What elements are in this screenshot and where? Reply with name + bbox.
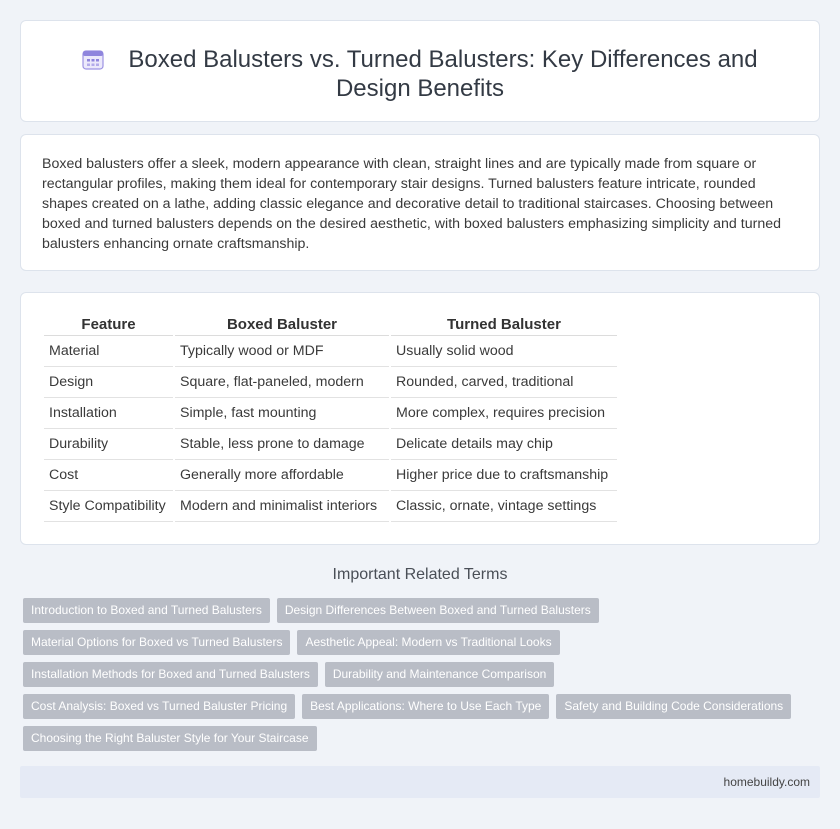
related-term-tag[interactable]: Introduction to Boxed and Turned Balusters (23, 598, 270, 623)
related-term-tag[interactable]: Installation Methods for Boxed and Turned Balusters (23, 662, 318, 687)
comparison-table (42, 314, 619, 522)
table-cell-turned: Delicate details may chip (391, 429, 617, 460)
column-header-feature: Feature (44, 314, 173, 336)
table-cell-boxed: Modern and minimalist interiors (175, 491, 389, 522)
related-term-tag[interactable]: Material Options for Boxed vs Turned Balusters (23, 630, 290, 655)
table-cell-turned: Higher price due to craftsmanship (391, 460, 617, 491)
table-cell-turned: Rounded, carved, traditional (391, 367, 617, 398)
title-card (20, 20, 820, 122)
intro-card (20, 134, 820, 271)
table-cell-boxed: Generally more affordable (175, 460, 389, 491)
related-term-tag[interactable]: Durability and Maintenance Comparison (325, 662, 554, 687)
table-cell-turned: Usually solid wood (391, 336, 617, 367)
related-terms-list (23, 598, 803, 758)
table-cell-turned: Classic, ornate, vintage settings (391, 491, 617, 522)
table-cell-feature: Installation (44, 398, 173, 429)
intro-paragraph: Boxed balusters offer a sleek, modern appearance with clean, straight lines and are typically made from square or rectangular profiles, making them ideal for contemporary stair designs. Turned balusters feature intricate, rounded shapes created on a lathe, adding classic elegance and decorative detail to traditional staircases. Choosing between boxed and turned balusters depends on the desired aesthetic, with boxed balusters emphasizing simplicity and turned balusters enhancing ornate craftsmanship. (42, 156, 781, 252)
table-row (44, 367, 617, 398)
table-row (44, 429, 617, 460)
footer-site-link[interactable]: homebuildy.com (723, 775, 810, 789)
related-term-tag[interactable]: Design Differences Between Boxed and Turned Balusters (277, 598, 599, 623)
table-cell-boxed: Stable, less prone to damage (175, 429, 389, 460)
table-cell-feature: Cost (44, 460, 173, 491)
table-cell-feature: Material (44, 336, 173, 367)
table-row (44, 460, 617, 491)
table-cell-boxed: Simple, fast mounting (175, 398, 389, 429)
related-term-tag[interactable]: Safety and Building Code Considerations (556, 694, 791, 719)
related-terms-heading: Important Related Terms (332, 566, 508, 583)
related-term-tag[interactable]: Best Applications: Where to Use Each Type (302, 694, 549, 719)
column-header-boxed: Boxed Baluster (175, 314, 389, 336)
table-row (44, 336, 617, 367)
table-row (44, 398, 617, 429)
calendar-icon (82, 48, 104, 70)
table-row (44, 491, 617, 522)
footer-bar (20, 766, 820, 798)
table-cell-feature: Design (44, 367, 173, 398)
table-cell-boxed: Typically wood or MDF (175, 336, 389, 367)
table-cell-boxed: Square, flat-paneled, modern (175, 367, 389, 398)
related-term-tag[interactable]: Cost Analysis: Boxed vs Turned Baluster Pricing (23, 694, 295, 719)
related-term-tag[interactable]: Choosing the Right Baluster Style for Your Staircase (23, 726, 317, 751)
comparison-table-card (20, 292, 820, 545)
page-title (21, 45, 819, 103)
table-cell-turned: More complex, requires precision (391, 398, 617, 429)
table-header-row (44, 314, 617, 336)
column-header-turned: Turned Baluster (391, 314, 617, 336)
related-term-tag[interactable]: Aesthetic Appeal: Modern vs Traditional Looks (297, 630, 559, 655)
page-title-text: Boxed Balusters vs. Turned Balusters: Key Differences and Design Benefits (128, 46, 758, 102)
table-cell-feature: Durability (44, 429, 173, 460)
table-cell-feature: Style Compatibility (44, 491, 173, 522)
